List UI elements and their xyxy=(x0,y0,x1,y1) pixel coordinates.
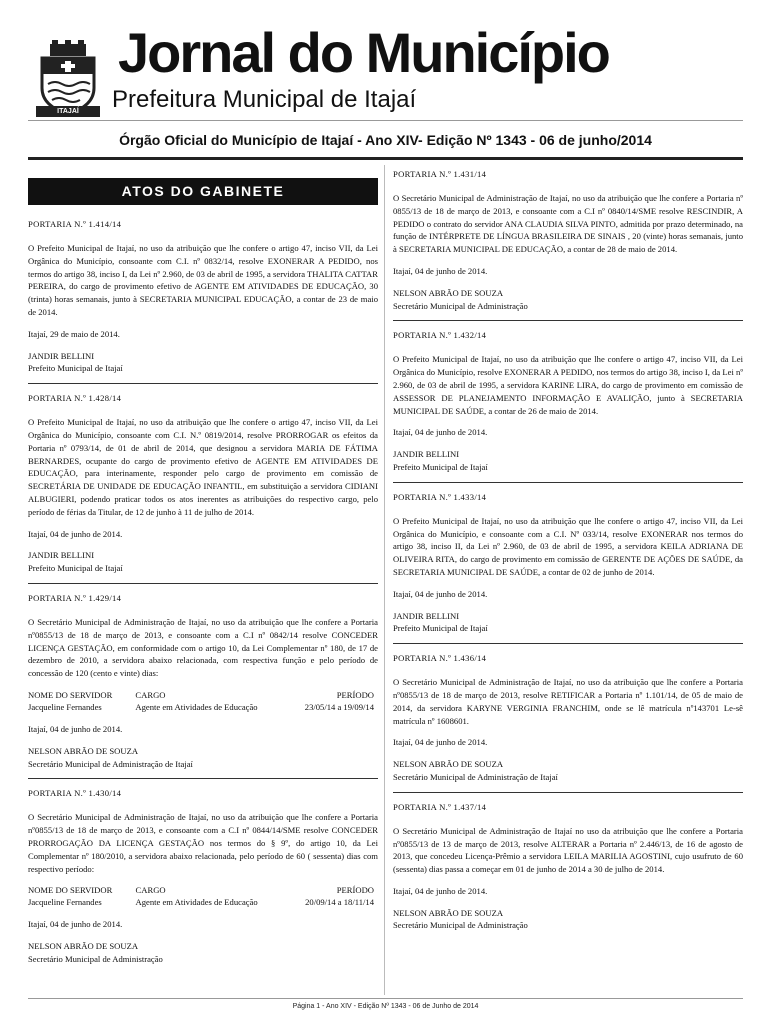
portaria-title: PORTARIA N.º 1.429/14 xyxy=(28,592,122,603)
portaria-title: PORTARIA N.º 1.437/14 xyxy=(393,801,487,812)
table-header: PERÍODO xyxy=(336,689,374,700)
divider xyxy=(393,320,743,321)
portaria-block xyxy=(28,592,378,770)
signatory-name: JANDIR BELLINI xyxy=(28,550,95,561)
signatory-name: JANDIR BELLINI xyxy=(28,350,95,361)
table-header: PERÍODO xyxy=(336,885,374,896)
table-cell: 20/09/14 a 18/11/14 xyxy=(305,897,374,908)
divider xyxy=(28,383,378,384)
portaria-block xyxy=(28,392,378,575)
signatory-name: NELSON ABRÃO DE SOUZA xyxy=(393,287,504,298)
table-cell: 23/05/14 a 19/09/14 xyxy=(304,701,374,712)
table-header-row xyxy=(28,884,378,896)
divider xyxy=(28,583,378,584)
table-header: CARGO xyxy=(135,689,166,700)
portaria-title: PORTARIA N.º 1.433/14 xyxy=(393,491,487,502)
portaria-title: PORTARIA N.º 1.436/14 xyxy=(393,653,487,664)
portaria-text: O Secretário Municipal de Administração de Itajaí no uso da atribuição que lhe confere a Portaria nº0855/13 de 13 de março de 2013, resolve ALTERAR a Portaria nº 2.446/13, de 16 de agosto de 2013, que concedeu Licença-Prêmio a servidora LEILA MARILIA AGOSTINI, cujo usufruto de 60 (sessenta) dias passa a começar em 01 de junho de 2014 a 30 de julho de 2014. xyxy=(393,825,743,875)
table-row xyxy=(28,701,378,713)
portaria-text: O Secretário Municipal de Administração de Itajaí, no uso da atribuição que lhe confere a Portaria nº0855/13 de 18 de março de 2013, e consoante com a C.I nº 0842/14 resolve CONCEDER LICENÇA GESTAÇÃO, em conformidade com o artigo 10, da Lei Complementar nº 180, de 17 de dezembro de 2010, a servidora abaixo relacionada, com respectiva função e pelo período de concessão de 120 (cento e vinte) dias: xyxy=(28,616,378,679)
portaria-block xyxy=(393,329,743,473)
portaria-date: Itajaí, 04 de junho de 2014. xyxy=(393,265,488,276)
portaria-title: PORTARIA N.º 1.432/14 xyxy=(393,330,487,341)
signatory-name: NELSON ABRÃO DE SOUZA xyxy=(28,941,139,952)
portaria-text: O Secretário Municipal de Administração de Itajaí, no uso da atribuição que lhe confere a Portaria nº0855/13 de 18 de março de 2013, resolve RETIFICAR a Portaria nº 1.101/14, de 05 de maio de 2014, da servidora KARYNE VERGINIA FRANCHIM, onde se lê matrícula nº143701 Le-sê matrícula nº 1608601. xyxy=(393,677,743,726)
servidor-table xyxy=(28,689,378,713)
edition-divider xyxy=(28,157,743,160)
divider xyxy=(393,643,743,644)
table-cell: Agente em Atividades de Educação xyxy=(135,701,258,712)
signatory-name: NELSON ABRÃO DE SOUZA xyxy=(393,759,504,770)
portaria-block xyxy=(393,491,743,635)
signatory-role: Secretário Municipal de Administração xyxy=(393,920,528,931)
divider xyxy=(393,482,743,483)
left-column xyxy=(28,165,378,974)
portaria-date: Itajaí, 04 de junho de 2014. xyxy=(393,737,488,748)
servidor-table xyxy=(28,884,378,908)
signatory-name: NELSON ABRÃO DE SOUZA xyxy=(28,745,139,756)
portaria-date: Itajaí, 29 de maio de 2014. xyxy=(28,328,120,339)
column-divider xyxy=(384,165,385,995)
table-header: NOME DO SERVIDOR xyxy=(28,689,113,700)
right-column xyxy=(393,168,743,940)
signatory-name: NELSON ABRÃO DE SOUZA xyxy=(393,907,504,918)
table-header-row xyxy=(28,689,378,701)
table-cell: Agente em Atividades de Educação xyxy=(135,897,258,908)
signatory-role: Prefeito Municipal de Itajaí xyxy=(393,461,488,472)
signatory-role: Prefeito Municipal de Itajaí xyxy=(28,363,123,374)
portaria-text: O Secretário Municipal de Administração de Itajaí, no uso da atribuição que lhe confere a Portaria nº0855/13 de 18 de março de 2013, e consoante com a C.I nº 0844/14/SME resolve CONCEDER PRORROGAÇÃO DA LICENÇA GESTAÇÃO nos termos do § 9º, do artigo 10, da Lei Complementar nº 180/2010, a servidora abaixo relacionada, pelo período de 60 ( sessenta) dias com respectivo período: xyxy=(28,812,378,874)
masthead-divider xyxy=(28,120,743,121)
signatory-role: Secretário Municipal de Administração xyxy=(28,953,163,964)
masthead-title: Jornal do Município xyxy=(118,21,609,84)
table-row xyxy=(28,896,378,908)
table-header: NOME DO SERVIDOR xyxy=(28,885,113,896)
portaria-text: O Prefeito Municipal de Itajaí, no uso da atribuição que lhe confere o artigo 47, inciso VII, da Lei Orgânica do Município, consoante com C.I. N.º 0819/2014, resolve PRORROGAR os efeitos da Portaria nº 0793/14, de 01 de abril de 2014, que designou a servidora MARIA DE FÁTIMA BERNARDES, ocupante do cargo de provimento efetivo de AGENTE EM ATIVIDADES DE EDUCAÇÃO, para interinamente, responder pelo cargo de provimento em comissão de SECRETÁRIA DE UNIDADE DE EDUCAÇÃO INFANTIL, em substituição a servidora CIDIANI ALBUGIERI, podendo praticar todos os atos inerentes as atribuições do respectivo cargo, pelo período de férias da Titular, de 12 de junho à 11 de julho de 2014. xyxy=(28,417,378,517)
table-cell: Jacqueline Fernandes xyxy=(28,897,102,908)
portaria-date: Itajaí, 04 de junho de 2014. xyxy=(28,723,123,734)
portaria-block xyxy=(393,168,743,312)
portaria-date: Itajaí, 04 de junho de 2014. xyxy=(28,919,123,930)
city-crest-logo xyxy=(28,40,108,120)
signatory-name: JANDIR BELLINI xyxy=(393,449,460,460)
portaria-date: Itajaí, 04 de junho de 2014. xyxy=(28,528,123,539)
portaria-date: Itajaí, 04 de junho de 2014. xyxy=(393,427,488,438)
portaria-date: Itajaí, 04 de junho de 2014. xyxy=(393,588,488,599)
signatory-role: Secretário Municipal de Administração de Itajaí xyxy=(393,771,558,782)
portaria-block xyxy=(28,787,378,965)
page-footer: Página 1 - Ano XIV - Edição Nº 1343 - 06 de Junho de 2014 xyxy=(292,1003,479,1010)
portaria-block xyxy=(28,218,378,375)
portaria-date: Itajaí, 04 de junho de 2014. xyxy=(393,885,488,896)
table-cell: Jacqueline Fernandes xyxy=(28,701,102,712)
portaria-title: PORTARIA N.º 1.428/14 xyxy=(28,393,122,404)
section-title: ATOS DO GABINETE xyxy=(28,178,378,205)
table-header: CARGO xyxy=(135,885,166,896)
signatory-role: Secretário Municipal de Administração de Itajaí xyxy=(28,758,193,769)
signatory-role: Prefeito Municipal de Itajaí xyxy=(393,623,488,634)
portaria-text: O Prefeito Municipal de Itajaí, no uso da atribuição que lhe confere o artigo 47, inciso VII, da Lei Orgânica do Município, e consoante com a C.I. Nº 033/14, resolve EXONERAR nos termos do artigo 38, inciso II, da Lei nº 2.960, de 03 de abril de 1995, a servidora KEILA ADRIANA DE OLIVEIRA RITA, do cargo de provimento em comissão de GERENTE DE AÇÕES DE SAÚDE, da SECRETARIA MUNICIPAL DE SAÚDE, a contar de 02 de junho de 2014. xyxy=(393,515,743,577)
edition-line: Órgão Oficial do Município de Itajaí - Ano XIV- Edição Nº 1343 - 06 de junho/2014 xyxy=(119,132,652,148)
portaria-title: PORTARIA N.º 1.430/14 xyxy=(28,788,122,799)
signatory-role: Secretário Municipal de Administração xyxy=(393,300,528,311)
footer-divider xyxy=(28,998,743,999)
divider xyxy=(28,778,378,779)
portaria-text: O Prefeito Municipal de Itajaí, no uso da atribuição que lhe confere o artigo 47, inciso VII, da Lei Orgânica do Município, consoante com C.I. nº 0832/14, resolve EXONERAR A PEDIDO, nos termos do artigo 38, inciso I, da Lei nº 2.960, de 03 de abril de 1995, a servidora THALITA CATTAR PEREIRA, do cargo de provimento efetivo de AGENTE EM ATIVIDADES DE EDUCAÇÃO, 30 (trinta) horas semanais, junto à SECRETARIA MUNICIPAL EDUCAÇÃO, a contar de 23 de maio de 2014. xyxy=(28,243,378,317)
portaria-title: PORTARIA N.º 1.414/14 xyxy=(28,219,122,229)
portaria-block xyxy=(393,801,743,933)
portaria-text: O Prefeito Municipal de Itajaí, no uso da atribuição que lhe confere o artigo 47, inciso VII, da Lei Orgânica do Município, resolve EXONERAR A PEDIDO, nos termos do artigo 38, inciso I, da Lei nº 2.960, de 03 de abril de 1995, a servidora KARINE LIRA, do cargo de provimento em comissão de ASSESSOR DE PLANEJAMENTO INFORMAÇÃO E AVALIÇÃO, junto à SECRETARIA MUNICIPAL DE SAÚDE, a contar de 26 de maio de 2014. xyxy=(393,354,743,416)
signatory-name: JANDIR BELLINI xyxy=(393,610,460,621)
masthead-subtitle: Prefeitura Municipal de Itajaí xyxy=(112,86,417,113)
portaria-title: PORTARIA N.º 1.431/14 xyxy=(393,169,487,179)
signatory-role: Prefeito Municipal de Itajaí xyxy=(28,563,123,574)
divider xyxy=(393,792,743,793)
portaria-text: O Secretário Municipal de Administração de Itajaí, no uso da atribuição que lhe confere a Portaria nº 0855/13 de 18 de março de 2013, e consoante com a C.I nº 0840/14/SME resolve RESCINDIR, A PEDIDO o contrato do servidor ANA CLAUDIA SILVA PINTO, admitida por prazo determinado, na função de INTÉRPRETE DE LÍNGUA BRASILEIRA DE SINAIS , 20 (vinte) horas semanais, junto à SECRETARIA MUNICIPAL DE EDUCAÇÃO, a contar de 28 de maio de 2014. xyxy=(393,193,743,255)
portaria-block xyxy=(393,652,743,784)
crest-label: ITAJAÍ xyxy=(57,108,79,115)
